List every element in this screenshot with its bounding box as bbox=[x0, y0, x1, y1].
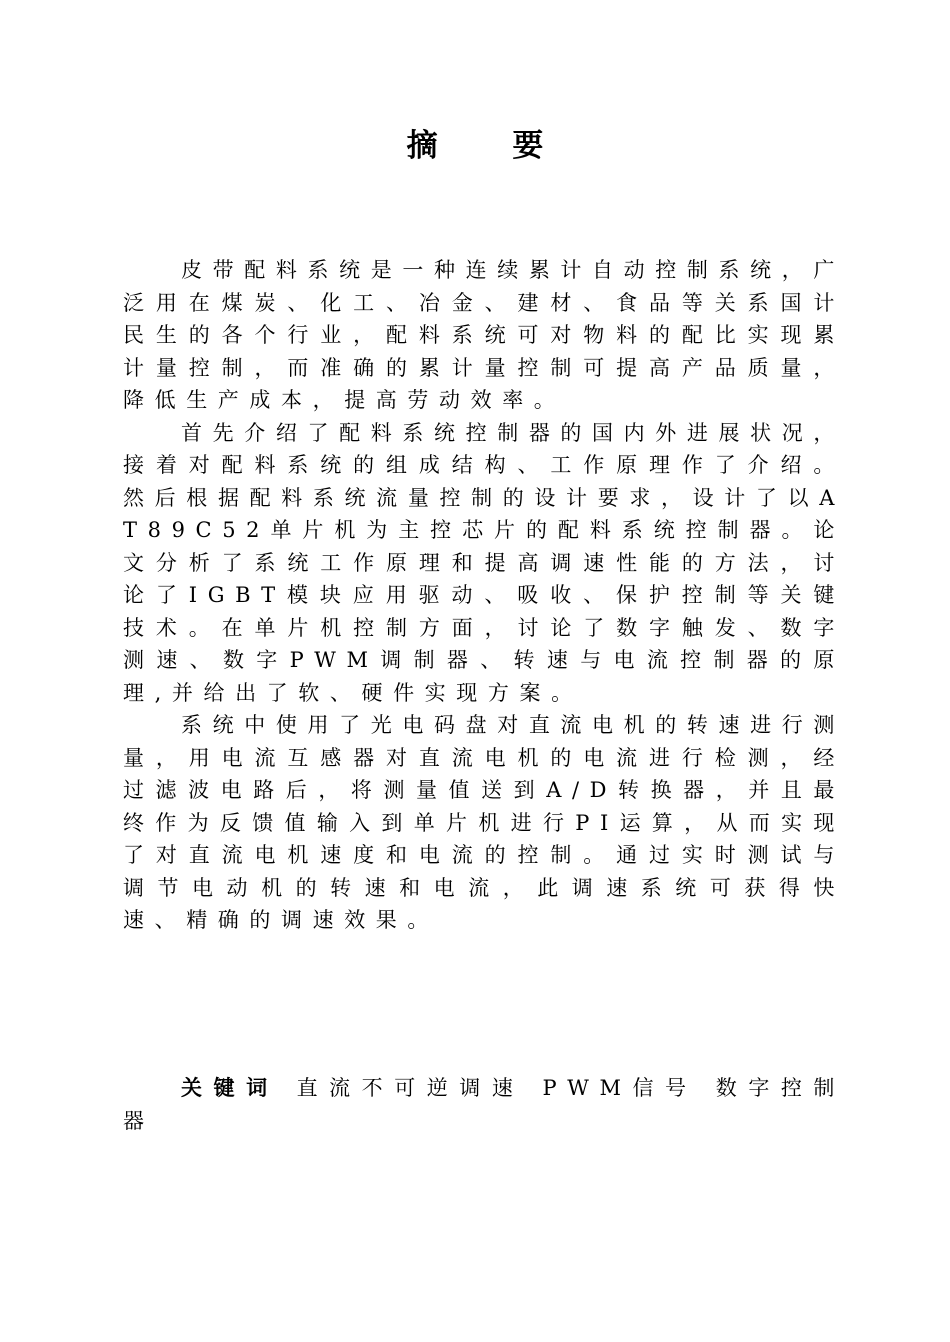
keywords-line bbox=[123, 1071, 845, 1138]
keywords-label: 关键词 bbox=[181, 1075, 279, 1100]
abstract-body bbox=[123, 254, 845, 937]
abstract-paragraph-2: 首先介绍了配料系统控制器的国内外进展状况，接着对配料系统的组成结构、工作原理作了介绍。然后根据配料系统流量控制的设计要求，设计了以AT89C52单片机为主控芯片的配料系统控制器。论文分析了系统工作原理和提高调速性能的方法，讨论了IGBT模块应用驱动、吸收、保护控制等关键技术。在单片机控制方面，讨论了数字触发、数字测速、数字PWM调制器、转速与电流控制器的原理,并给出了软、硬件实现方案。 bbox=[123, 420, 845, 705]
keywords-text: 直流不可逆调速 PWM信号 数字控制器 bbox=[123, 1076, 845, 1133]
abstract-paragraph-1: 皮带配料系统是一种连续累计自动控制系统，广泛用在煤炭、化工、冶金、建材、食品等关系国计民生的各个行业，配料系统可对物料的配比实现累计量控制，而准确的累计量控制可提高产品质量，降低生产成本，提高劳动效率。 bbox=[123, 258, 845, 412]
abstract-title: 摘 要 bbox=[406, 128, 576, 164]
abstract-paragraph-3: 系统中使用了光电码盘对直流电机的转速进行测量，用电流互感器对直流电机的电流进行检测，经过滤波电路后，将测量值送到A/D转换器，并且最终作为反馈值输入到单片机进行PI运算，从而实现了对直流电机速度和电流的控制。通过实时测试与调节电动机的转速和电流，此调速系统可获得快速、精确的调速效果。 bbox=[123, 713, 845, 932]
